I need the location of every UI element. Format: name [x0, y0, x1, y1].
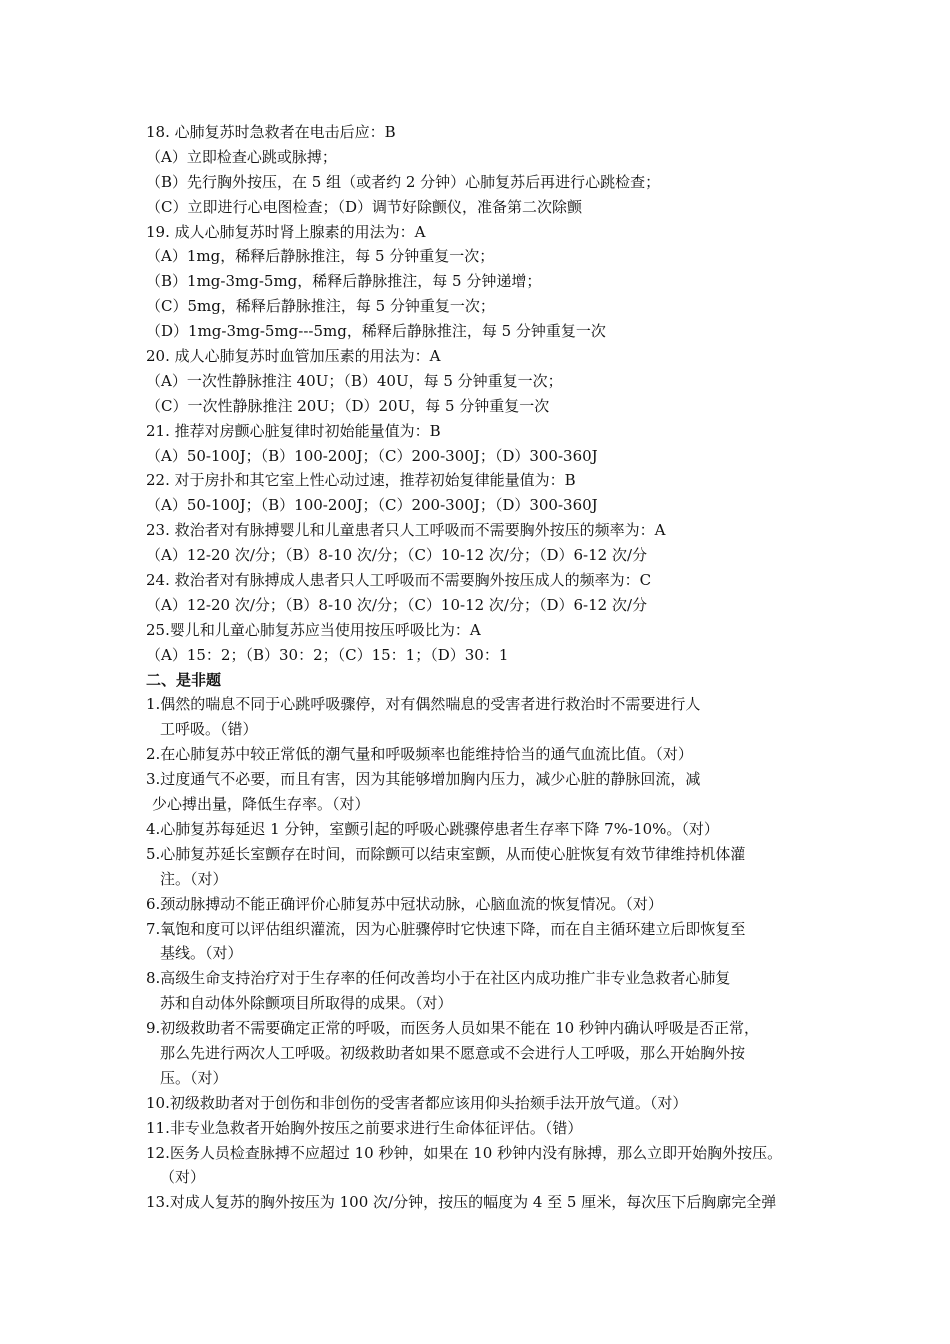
question-23: 23. 救治者对有脉搏婴儿和儿童患者只人工呼吸而不需要胸外按压的频率为：A	[146, 521, 666, 540]
document-page	[146, 120, 826, 1215]
option-line: （C）5mg，稀释后静脉推注，每 5 分钟重复一次；	[146, 297, 495, 316]
tf-item-6: 6.颈动脉搏动不能正确评价心肺复苏中冠状动脉，心脑血流的恢复情况。（对）	[146, 894, 663, 913]
option-line: （B）先行胸外按压，在 5 组（或者约 2 分钟）心肺复苏后再进行心跳检查；	[146, 172, 661, 191]
question-22: 22. 对于房扑和其它室上性心动过速，推荐初始复律能量值为：B	[146, 471, 576, 490]
tf-item-1: 1.偶然的喘息不同于心跳呼吸骤停，对有偶然喘息的受害者进行救治时不需要进行人	[146, 695, 701, 714]
section-heading: 二、是非题	[146, 670, 222, 689]
tf-item-8: 8.高级生命支持治疗对于生存率的任何改善均小于在社区内成功推广非专业急救者心肺复	[146, 969, 731, 988]
option-line: （A）50-100J；（B）100-200J；（C）200-300J；（D）300-360J	[146, 496, 598, 515]
tf-item-4: 4.心肺复苏每延迟 1 分钟，室颤引起的呼吸心跳骤停患者生存率下降 7%-10%。（对）	[146, 819, 719, 838]
tf-item-9: 9.初级救助者不需要确定正常的呼吸，而医务人员如果不能在 10 秒钟内确认呼吸是否正常，	[146, 1019, 759, 1038]
question-25: 25.婴儿和儿童心肺复苏应当使用按压呼吸比为：A	[146, 620, 481, 639]
question-24: 24. 救治者对有脉搏成人患者只人工呼吸而不需要胸外按压成人的频率为：C	[146, 571, 652, 590]
option-line: （A）15：2；（B）30：2；（C）15：1；（D）30：1	[146, 645, 509, 664]
option-line: （A）12-20 次/分；（B）8-10 次/分；（C）10-12 次/分；（D）6-12 次/分	[146, 595, 648, 614]
tf-item-12: 12.医务人员检查脉搏不应超过 10 秒钟，如果在 10 秒钟内没有脉搏，那么立即开始胸外按压。	[146, 1143, 783, 1162]
question-20: 20. 成人心肺复苏时血管加压素的用法为：A	[146, 347, 441, 366]
tf-item-2: 2.在心肺复苏中较正常低的潮气量和呼吸频率也能维持恰当的通气血流比值。（对）	[146, 745, 693, 764]
option-line: （B）1mg-3mg-5mg，稀释后静脉推注，每 5 分钟递增；	[146, 272, 542, 291]
option-line: （D）1mg-3mg-5mg---5mg，稀释后静脉推注，每 5 分钟重复一次	[146, 322, 606, 341]
tf-item-7: 7.氧饱和度可以评估组织灌流，因为心脏骤停时它快速下降，而在自主循环建立后即恢复至	[146, 919, 746, 938]
tf-item-3-cont: 少心搏出量，降低生存率。（对）	[152, 795, 370, 814]
tf-item-9-cont: 那么先进行两次人工呼吸。初级救助者如果不愿意或不会进行人工呼吸，那么开始胸外按	[160, 1043, 746, 1062]
option-line: （C）立即进行心电图检查；（D）调节好除颤仪，准备第二次除颤	[146, 197, 583, 216]
tf-item-13: 13.对成人复苏的胸外按压为 100 次/分钟，按压的幅度为 4 至 5 厘米，每次压下后胸廓完全弹	[146, 1193, 777, 1212]
tf-item-12-cont: （对）	[160, 1168, 206, 1187]
question-19: 19. 成人心肺复苏时肾上腺素的用法为：A	[146, 222, 426, 241]
tf-item-7-cont: 基线。（对）	[160, 944, 243, 963]
tf-item-8-cont: 苏和自动体外除颤项目所取得的成果。（对）	[160, 994, 453, 1013]
option-line: （A）12-20 次/分；（B）8-10 次/分；（C）10-12 次/分；（D）6-12 次/分	[146, 546, 648, 565]
tf-item-11: 11.非专业急救者开始胸外按压之前要求进行生命体征评估。（错）	[146, 1118, 583, 1137]
option-line: （A）一次性静脉推注 40U；（B）40U，每 5 分钟重复一次；	[146, 371, 563, 390]
option-line: （A）50-100J；（B）100-200J；（C）200-300J；（D）300-360J	[146, 446, 598, 465]
question-21: 21. 推荐对房颤心脏复律时初始能量值为：B	[146, 421, 441, 440]
option-line: （A）1mg，稀释后静脉推注，每 5 分钟重复一次；	[146, 247, 495, 266]
tf-item-10: 10.初级救助者对于创伤和非创伤的受害者都应该用仰头抬颏手法开放气道。（对）	[146, 1093, 688, 1112]
tf-item-5: 5.心肺复苏延长室颤存在时间，而除颤可以结束室颤，从而使心脏恢复有效节律维持机体灌	[146, 844, 746, 863]
tf-item-5-cont: 注。（对）	[160, 869, 228, 888]
tf-item-9-cont: 压。（对）	[160, 1068, 228, 1087]
option-line: （C）一次性静脉推注 20U；（D）20U，每 5 分钟重复一次	[146, 396, 550, 415]
tf-item-3: 3.过度通气不必要，而且有害，因为其能够增加胸内压力，减少心脏的静脉回流，减	[146, 770, 701, 789]
tf-item-1-cont: 工呼吸。（错）	[160, 720, 258, 739]
option-line: （A）立即检查心跳或脉搏；	[146, 147, 337, 166]
question-18: 18. 心肺复苏时急救者在电击后应：B	[146, 123, 396, 141]
